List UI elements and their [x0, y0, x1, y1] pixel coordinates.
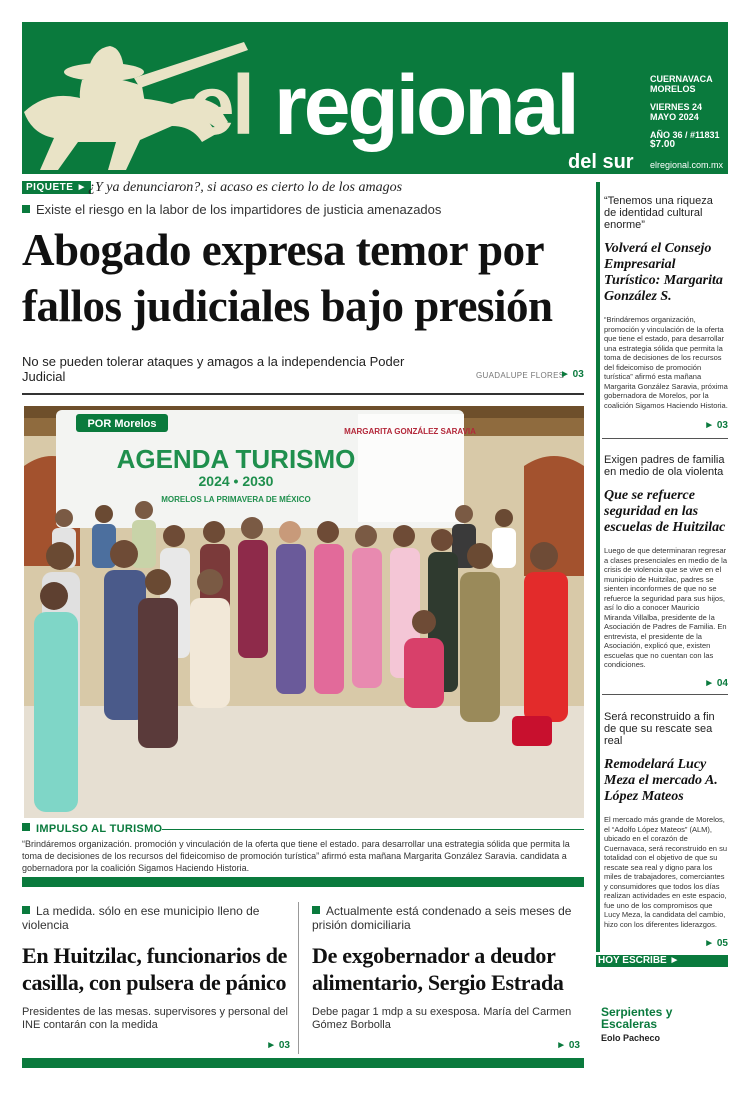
logo-regional: regional: [274, 58, 577, 152]
bullet-square-icon: [22, 906, 30, 914]
bullet-square-icon: [22, 205, 30, 213]
sidebar-headline[interactable]: Remodelará Lucy Meza el mercado A. López Mateos: [604, 757, 718, 804]
masthead-edition: AÑO 36 / #11831: [650, 130, 720, 140]
bullet-square-icon: [312, 906, 320, 914]
main-photo[interactable]: [24, 406, 584, 818]
banner-title: AGENDA TURISMO: [116, 444, 356, 474]
main-headline-line1: Abogado expresa temor por: [22, 225, 545, 275]
story-deck: Debe pagar 1 mdp a su exesposa. María del Carmen Gómez Borbolla: [312, 1006, 572, 1031]
story-kicker: La medida. sólo en ese municipio lleno de violencia: [22, 904, 260, 932]
sidebar-item-consejo[interactable]: [604, 195, 728, 435]
main-deck: No se pueden tolerar ataques y amagos a la independencia Poder Judicial: [22, 354, 405, 384]
section-divider-bar: [22, 877, 584, 887]
sidebar-body: “Brindáremos organización, promoción y vinculación de la oferta que tiene el estado, para desarrollar una estrategia sólida que permita la toma de decisiones de los recursos del fideicomiso de promoción turística” afirmó esta mañana Margarita González Saravia, próxima gobernadora de Morelos, por la coalición Sigamos Haciendo Historia.: [604, 315, 728, 410]
sidebar-rule: [596, 182, 600, 952]
masthead-logo: [22, 22, 642, 174]
caption-text: “Brindáremos organización. promoción y vinculación de la oferta que tiene el estado. para desarrollar una estrategia sólida que permita la toma de decisiones de los recursos del fideicomiso de promoción turística” afirmó esta mañana Margarita González Saravia. candidata a gobernadora por la coalición Sigamos Haciendo Historia.: [22, 839, 570, 873]
caption-header: [22, 823, 584, 835]
main-headline[interactable]: [22, 222, 587, 334]
piquete-text[interactable]: ¿Y ya denunciaron?, si acaso es cierto lo de los amagos: [88, 180, 403, 195]
masthead-url[interactable]: elregional.com.mx: [650, 160, 724, 170]
piquete-bar: [22, 180, 582, 196]
masthead-state: MORELOS: [650, 84, 696, 94]
banner-brand: POR Morelos: [87, 418, 157, 430]
sidebar-body: El mercado más grande de Morelos, el “Adolfo López Mateos” (ALM), ubicado en el corazón de Cuernavaca, será reconstruido en su totalidad con el objetivo de que su rescate sea real y digno para los miles de trabajadores, comerciantes y consumidores que todos los días realizan actividades en este espacio, fue uno de los compromisos que Lucy Meza, la candidata del cambio, hizo con los diferentes liderazgos.: [604, 815, 727, 929]
sidebar-headline[interactable]: Volverá el Consejo Empresarial Turístico: Margarita González S.: [604, 241, 723, 304]
story-huitzilac[interactable]: [22, 904, 290, 1051]
sidebar-kicker: “Tenemos una riqueza de identidad cultural enorme”: [604, 195, 713, 231]
main-page-ref[interactable]: ► 03: [560, 369, 584, 380]
sidebar-kicker: Será reconstruido a fin de que su rescate sea real: [604, 711, 715, 747]
masthead-price: $7.00: [650, 139, 676, 150]
sidebar-item-escuelas[interactable]: [604, 454, 728, 694]
sidebar-kicker: Exigen padres de familia en medio de ola violenta: [604, 454, 725, 478]
banner-name: MARGARITA GONZÁLEZ SARAVIA: [344, 427, 476, 436]
banner-years: 2024 • 2030: [198, 473, 274, 489]
masthead-month: MAYO 2024: [650, 112, 699, 122]
main-divider: [22, 393, 584, 395]
sidebar-page-ref[interactable]: ► 04: [704, 678, 728, 689]
sidebar-divider: [602, 694, 728, 695]
masthead: [22, 22, 728, 174]
story-page-ref[interactable]: ► 03: [266, 1040, 290, 1051]
masthead-city: CUERNAVACA: [650, 74, 713, 84]
masthead-info: [650, 74, 726, 170]
story-kicker: Actualmente está condenado a seis meses de prisión domiciliaria: [312, 904, 572, 932]
story-sergio-estrada[interactable]: [312, 904, 580, 1051]
sidebar-headline[interactable]: Que se refuerce seguridad en las escuelas de Huitzilac: [604, 488, 726, 535]
column-separator: [298, 902, 299, 1054]
story-deck: Presidentes de las mesas. supervisores y personal del INE contarán con la medida: [22, 1006, 288, 1031]
logo-el: el: [188, 58, 253, 152]
photo-illustration: [24, 406, 584, 818]
masthead-day: VIERNES 24: [650, 102, 703, 112]
main-byline: GUADALUPE FLORES: [476, 371, 565, 380]
sidebar-page-ref[interactable]: ► 03: [704, 420, 728, 431]
main-headline-line2: fallos judiciales bajo presión: [22, 281, 553, 331]
story-headline[interactable]: En Huitzilac, funcionarios de casilla, con pulsera de pánico: [22, 943, 288, 995]
footer-bar: [22, 1058, 584, 1068]
story-headline[interactable]: De exgobernador a deudor alimentario, Sergio Estrada: [312, 943, 564, 995]
caption-label: IMPULSO AL TURISMO: [22, 823, 162, 835]
banner-subtitle: MORELOS LA PRIMAVERA DE MÉXICO: [161, 495, 311, 504]
sidebar-item-mercado[interactable]: [604, 711, 728, 951]
sidebar-body: Luego de que determinaran regresar a clases presenciales en medio de la crisis de violencia que se vive en el municipio de Huitzilac, padres se sienten inconformes de que no se refuerce la seguridad para sus hijos, así lo dio a conocer Mauricio Miranda Villalba, presidente de la Asociación de Padres de Familia. En entrevista, el presidente de la Asociación, explicó que, existen escuelas que no cuentan con las condiciones.: [604, 546, 727, 669]
sidebar-page-ref[interactable]: ► 05: [704, 938, 728, 949]
story-page-ref[interactable]: ► 03: [556, 1040, 580, 1051]
sidebar-divider: [602, 438, 728, 439]
main-kicker: Existe el riesgo en la labor de los impartidores de justicia amenazados: [22, 202, 582, 217]
column-author: Eolo Pacheco: [601, 1033, 661, 1043]
logo-subtitle: del sur: [568, 151, 634, 173]
caption-rule: [162, 829, 584, 830]
column-title[interactable]: Serpientes y Escaleras: [601, 1005, 673, 1031]
bullet-square-icon: [22, 823, 30, 831]
hoy-escribe-label: HOY ESCRIBE ►: [596, 955, 728, 967]
piquete-label: PIQUETE ►: [22, 181, 91, 194]
